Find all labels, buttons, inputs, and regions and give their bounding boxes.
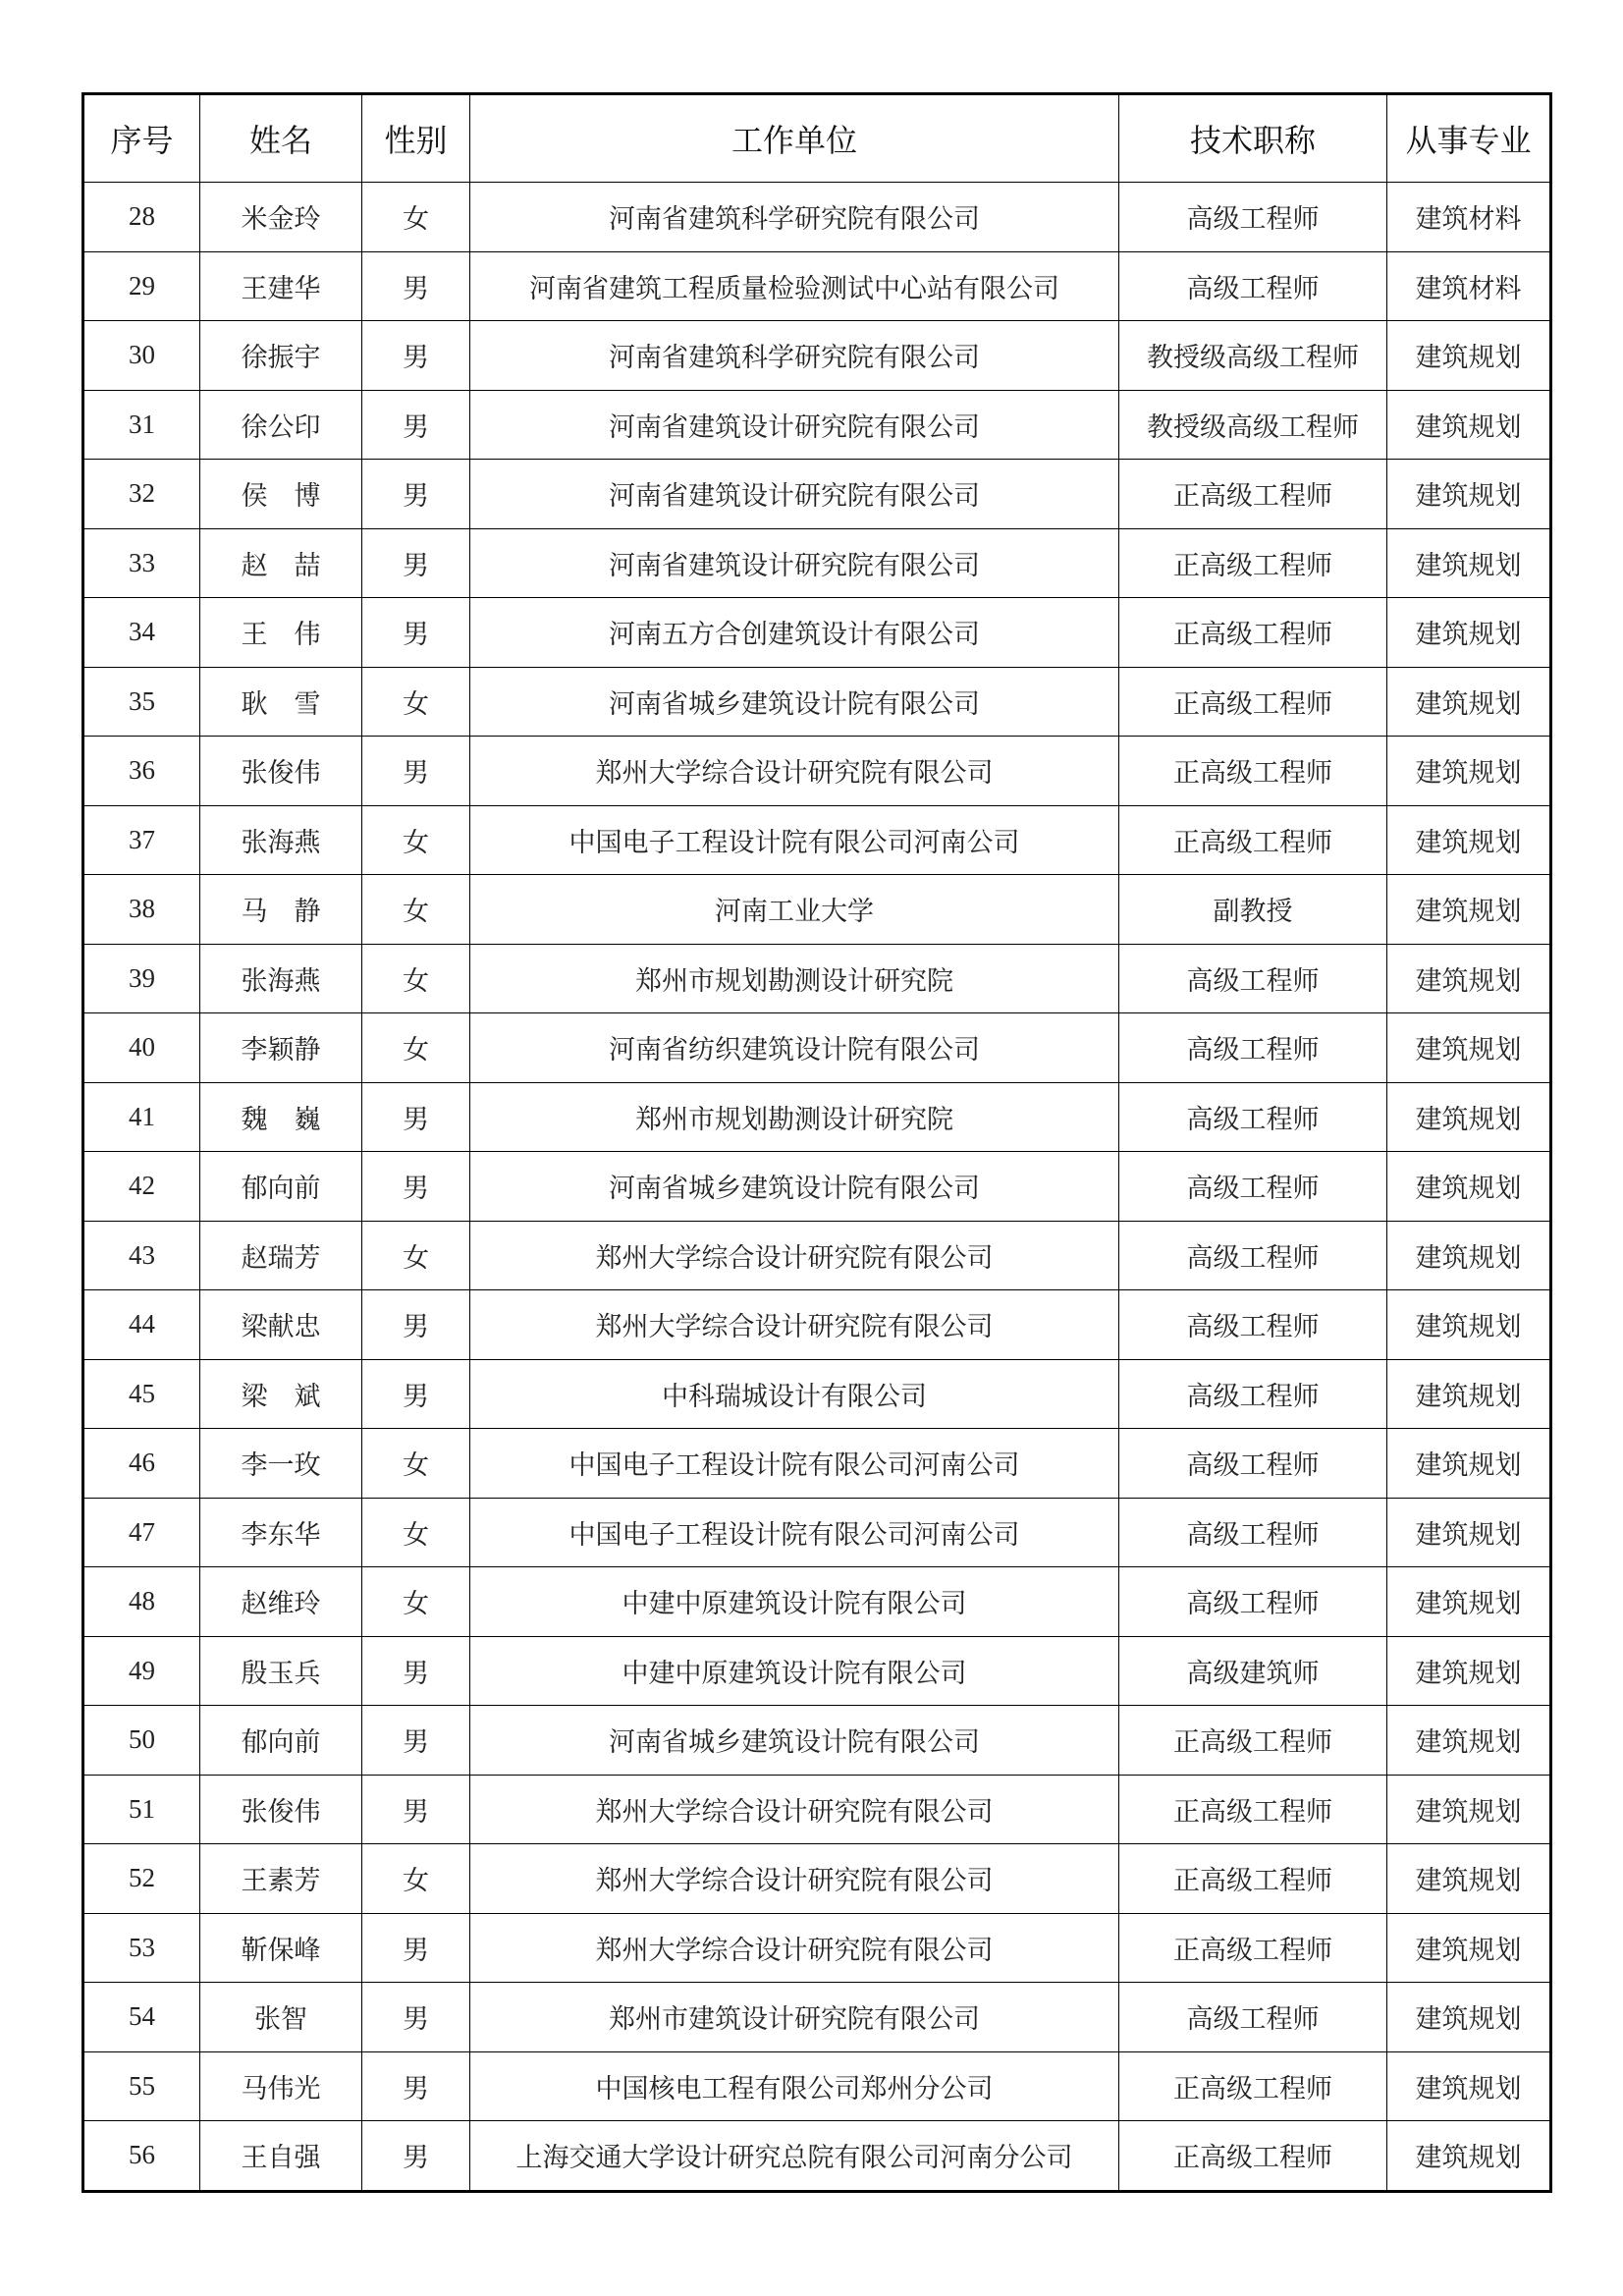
cell-name: 赵瑞芳	[200, 1221, 362, 1290]
cell-title: 副教授	[1119, 875, 1387, 945]
cell-major: 建筑规划	[1387, 1498, 1551, 1567]
cell-title: 高级工程师	[1119, 1567, 1387, 1637]
cell-gender: 女	[362, 183, 470, 252]
table-row	[83, 875, 1551, 945]
cell-title: 正高级工程师	[1119, 2121, 1387, 2192]
cell-seq: 47	[83, 1498, 200, 1567]
cell-title: 正高级工程师	[1119, 1706, 1387, 1776]
table-row	[83, 805, 1551, 875]
cell-major: 建筑规划	[1387, 1290, 1551, 1360]
table-row	[83, 1290, 1551, 1360]
cell-gender: 女	[362, 1221, 470, 1290]
cell-major: 建筑规划	[1387, 737, 1551, 806]
cell-title: 正高级工程师	[1119, 667, 1387, 737]
cell-name: 张智	[200, 1983, 362, 2052]
cell-seq: 48	[83, 1567, 200, 1637]
table-row	[83, 1359, 1551, 1429]
cell-unit: 河南省城乡建筑设计院有限公司	[470, 1152, 1119, 1222]
table-row	[83, 390, 1551, 460]
cell-unit: 郑州大学综合设计研究院有限公司	[470, 1290, 1119, 1360]
cell-title: 高级工程师	[1119, 1221, 1387, 1290]
cell-title: 高级工程师	[1119, 1498, 1387, 1567]
cell-seq: 42	[83, 1152, 200, 1222]
cell-title: 正高级工程师	[1119, 528, 1387, 598]
cell-seq: 36	[83, 737, 200, 806]
cell-seq: 46	[83, 1429, 200, 1499]
cell-name: 耿 雪	[200, 667, 362, 737]
cell-seq: 54	[83, 1983, 200, 2052]
table-row	[83, 528, 1551, 598]
cell-major: 建筑规划	[1387, 805, 1551, 875]
table-row	[83, 737, 1551, 806]
header-seq: 序号	[83, 94, 200, 183]
cell-gender: 男	[362, 1359, 470, 1429]
cell-seq: 53	[83, 1913, 200, 1983]
cell-title: 高级建筑师	[1119, 1636, 1387, 1706]
cell-title: 正高级工程师	[1119, 460, 1387, 529]
cell-seq: 33	[83, 528, 200, 598]
table-row	[83, 1221, 1551, 1290]
cell-unit: 郑州市规划勘测设计研究院	[470, 1082, 1119, 1152]
cell-gender: 女	[362, 1844, 470, 1914]
cell-unit: 中科瑞城设计有限公司	[470, 1359, 1119, 1429]
cell-name: 李东华	[200, 1498, 362, 1567]
cell-major: 建筑规划	[1387, 1359, 1551, 1429]
cell-seq: 50	[83, 1706, 200, 1776]
cell-name: 侯 博	[200, 460, 362, 529]
cell-name: 王自强	[200, 2121, 362, 2192]
cell-name: 魏 巍	[200, 1082, 362, 1152]
cell-seq: 31	[83, 390, 200, 460]
cell-gender: 女	[362, 1013, 470, 1083]
cell-name: 徐振宇	[200, 321, 362, 391]
cell-unit: 河南工业大学	[470, 875, 1119, 945]
table-header	[83, 94, 1551, 183]
header-row	[83, 94, 1551, 183]
cell-major: 建筑规划	[1387, 1983, 1551, 2052]
cell-unit: 郑州大学综合设计研究院有限公司	[470, 1913, 1119, 1983]
cell-name: 张海燕	[200, 944, 362, 1013]
cell-title: 高级工程师	[1119, 1359, 1387, 1429]
table-row	[83, 1983, 1551, 2052]
cell-gender: 女	[362, 1429, 470, 1499]
header-unit: 工作单位	[470, 94, 1119, 183]
cell-major: 建筑规划	[1387, 944, 1551, 1013]
cell-unit: 中国电子工程设计院有限公司河南公司	[470, 1429, 1119, 1499]
cell-seq: 52	[83, 1844, 200, 1914]
cell-gender: 男	[362, 528, 470, 598]
cell-gender: 男	[362, 1152, 470, 1222]
cell-gender: 女	[362, 667, 470, 737]
cell-unit: 中国电子工程设计院有限公司河南公司	[470, 1498, 1119, 1567]
cell-name: 李颖静	[200, 1013, 362, 1083]
cell-title: 正高级工程师	[1119, 737, 1387, 806]
cell-seq: 44	[83, 1290, 200, 1360]
cell-seq: 56	[83, 2121, 200, 2192]
cell-name: 王 伟	[200, 598, 362, 668]
header-title: 技术职称	[1119, 94, 1387, 183]
cell-name: 张海燕	[200, 805, 362, 875]
cell-seq: 41	[83, 1082, 200, 1152]
cell-name: 李一玫	[200, 1429, 362, 1499]
cell-name: 王建华	[200, 251, 362, 321]
cell-gender: 男	[362, 1290, 470, 1360]
cell-name: 徐公印	[200, 390, 362, 460]
cell-name: 张俊伟	[200, 737, 362, 806]
table-row	[83, 251, 1551, 321]
cell-unit: 郑州大学综合设计研究院有限公司	[470, 737, 1119, 806]
cell-seq: 51	[83, 1775, 200, 1844]
cell-seq: 34	[83, 598, 200, 668]
cell-major: 建筑规划	[1387, 667, 1551, 737]
cell-gender: 女	[362, 1567, 470, 1637]
table-row	[83, 1429, 1551, 1499]
cell-unit: 中国核电工程有限公司郑州分公司	[470, 2051, 1119, 2121]
cell-seq: 49	[83, 1636, 200, 1706]
cell-gender: 男	[362, 2121, 470, 2192]
cell-title: 高级工程师	[1119, 251, 1387, 321]
cell-seq: 39	[83, 944, 200, 1013]
cell-unit: 郑州大学综合设计研究院有限公司	[470, 1221, 1119, 1290]
cell-gender: 男	[362, 251, 470, 321]
cell-major: 建筑规划	[1387, 1706, 1551, 1776]
cell-major: 建筑规划	[1387, 1082, 1551, 1152]
cell-seq: 28	[83, 183, 200, 252]
cell-unit: 郑州市建筑设计研究院有限公司	[470, 1983, 1119, 2052]
cell-unit: 河南五方合创建筑设计有限公司	[470, 598, 1119, 668]
cell-major: 建筑规划	[1387, 1567, 1551, 1637]
cell-gender: 男	[362, 1082, 470, 1152]
cell-name: 赵维玲	[200, 1567, 362, 1637]
cell-name: 郁向前	[200, 1152, 362, 1222]
cell-seq: 45	[83, 1359, 200, 1429]
table-row	[83, 1567, 1551, 1637]
table-row	[83, 1706, 1551, 1776]
cell-seq: 30	[83, 321, 200, 391]
header-major: 从事专业	[1387, 94, 1551, 183]
cell-unit: 郑州大学综合设计研究院有限公司	[470, 1775, 1119, 1844]
cell-title: 高级工程师	[1119, 1152, 1387, 1222]
cell-name: 张俊伟	[200, 1775, 362, 1844]
table-row	[83, 1082, 1551, 1152]
cell-title: 正高级工程师	[1119, 805, 1387, 875]
cell-major: 建筑规划	[1387, 321, 1551, 391]
table-row	[83, 1152, 1551, 1222]
cell-gender: 男	[362, 598, 470, 668]
cell-major: 建筑规划	[1387, 2051, 1551, 2121]
cell-unit: 河南省建筑工程质量检验测试中心站有限公司	[470, 251, 1119, 321]
cell-seq: 38	[83, 875, 200, 945]
cell-major: 建筑规划	[1387, 1913, 1551, 1983]
cell-name: 王素芳	[200, 1844, 362, 1914]
expert-roster-table	[81, 92, 1552, 2193]
cell-gender: 男	[362, 390, 470, 460]
cell-unit: 河南省建筑科学研究院有限公司	[470, 321, 1119, 391]
cell-gender: 女	[362, 944, 470, 1013]
cell-title: 正高级工程师	[1119, 598, 1387, 668]
cell-title: 正高级工程师	[1119, 1775, 1387, 1844]
table-row	[83, 1636, 1551, 1706]
cell-title: 高级工程师	[1119, 1983, 1387, 2052]
cell-unit: 郑州大学综合设计研究院有限公司	[470, 1844, 1119, 1914]
cell-title: 高级工程师	[1119, 1082, 1387, 1152]
cell-unit: 郑州市规划勘测设计研究院	[470, 944, 1119, 1013]
cell-gender: 男	[362, 1983, 470, 2052]
cell-name: 郁向前	[200, 1706, 362, 1776]
cell-gender: 男	[362, 1775, 470, 1844]
cell-name: 马伟光	[200, 2051, 362, 2121]
cell-unit: 河南省城乡建筑设计院有限公司	[470, 1706, 1119, 1776]
cell-title: 教授级高级工程师	[1119, 390, 1387, 460]
cell-gender: 男	[362, 737, 470, 806]
cell-gender: 男	[362, 1706, 470, 1776]
cell-gender: 男	[362, 1913, 470, 1983]
cell-title: 教授级高级工程师	[1119, 321, 1387, 391]
cell-seq: 43	[83, 1221, 200, 1290]
cell-major: 建筑规划	[1387, 1844, 1551, 1914]
table-row	[83, 1498, 1551, 1567]
cell-unit: 河南省建筑设计研究院有限公司	[470, 390, 1119, 460]
cell-title: 高级工程师	[1119, 1429, 1387, 1499]
table-body	[83, 183, 1551, 2192]
cell-title: 正高级工程师	[1119, 1844, 1387, 1914]
cell-gender: 男	[362, 1636, 470, 1706]
cell-major: 建筑规划	[1387, 1013, 1551, 1083]
cell-seq: 29	[83, 251, 200, 321]
cell-name: 殷玉兵	[200, 1636, 362, 1706]
cell-gender: 女	[362, 875, 470, 945]
cell-title: 高级工程师	[1119, 1013, 1387, 1083]
cell-title: 正高级工程师	[1119, 2051, 1387, 2121]
cell-gender: 男	[362, 2051, 470, 2121]
table-row	[83, 2051, 1551, 2121]
table-row	[83, 667, 1551, 737]
table-row	[83, 598, 1551, 668]
cell-seq: 32	[83, 460, 200, 529]
cell-unit: 上海交通大学设计研究总院有限公司河南分公司	[470, 2121, 1119, 2192]
header-name: 姓名	[200, 94, 362, 183]
cell-major: 建筑规划	[1387, 598, 1551, 668]
cell-major: 建筑规划	[1387, 390, 1551, 460]
cell-unit: 河南省城乡建筑设计院有限公司	[470, 667, 1119, 737]
table-row	[83, 1775, 1551, 1844]
cell-major: 建筑规划	[1387, 460, 1551, 529]
cell-major: 建筑规划	[1387, 1429, 1551, 1499]
cell-unit: 中建中原建筑设计院有限公司	[470, 1567, 1119, 1637]
cell-unit: 中建中原建筑设计院有限公司	[470, 1636, 1119, 1706]
table-row	[83, 460, 1551, 529]
cell-name: 马 静	[200, 875, 362, 945]
cell-major: 建筑材料	[1387, 251, 1551, 321]
cell-seq: 35	[83, 667, 200, 737]
cell-gender: 男	[362, 460, 470, 529]
table-row	[83, 2121, 1551, 2192]
cell-major: 建筑规划	[1387, 528, 1551, 598]
cell-unit: 河南省建筑设计研究院有限公司	[470, 528, 1119, 598]
cell-title: 高级工程师	[1119, 183, 1387, 252]
cell-unit: 河南省纺织建筑设计院有限公司	[470, 1013, 1119, 1083]
table-row	[83, 1913, 1551, 1983]
cell-name: 米金玲	[200, 183, 362, 252]
cell-seq: 55	[83, 2051, 200, 2121]
cell-name: 梁献忠	[200, 1290, 362, 1360]
cell-title: 正高级工程师	[1119, 1913, 1387, 1983]
table-row	[83, 183, 1551, 252]
header-gender: 性别	[362, 94, 470, 183]
cell-unit: 河南省建筑设计研究院有限公司	[470, 460, 1119, 529]
cell-title: 高级工程师	[1119, 1290, 1387, 1360]
cell-major: 建筑规划	[1387, 1775, 1551, 1844]
cell-major: 建筑规划	[1387, 1152, 1551, 1222]
cell-name: 靳保峰	[200, 1913, 362, 1983]
cell-seq: 40	[83, 1013, 200, 1083]
cell-unit: 河南省建筑科学研究院有限公司	[470, 183, 1119, 252]
table-row	[83, 321, 1551, 391]
cell-major: 建筑规划	[1387, 1221, 1551, 1290]
table-row	[83, 1013, 1551, 1083]
cell-unit: 中国电子工程设计院有限公司河南公司	[470, 805, 1119, 875]
cell-name: 赵 喆	[200, 528, 362, 598]
cell-gender: 女	[362, 1498, 470, 1567]
cell-seq: 37	[83, 805, 200, 875]
cell-major: 建筑材料	[1387, 183, 1551, 252]
table-row	[83, 944, 1551, 1013]
cell-major: 建筑规划	[1387, 2121, 1551, 2192]
cell-gender: 男	[362, 321, 470, 391]
cell-gender: 女	[362, 805, 470, 875]
cell-major: 建筑规划	[1387, 875, 1551, 945]
cell-name: 梁 斌	[200, 1359, 362, 1429]
cell-major: 建筑规划	[1387, 1636, 1551, 1706]
table-row	[83, 1844, 1551, 1914]
cell-title: 高级工程师	[1119, 944, 1387, 1013]
